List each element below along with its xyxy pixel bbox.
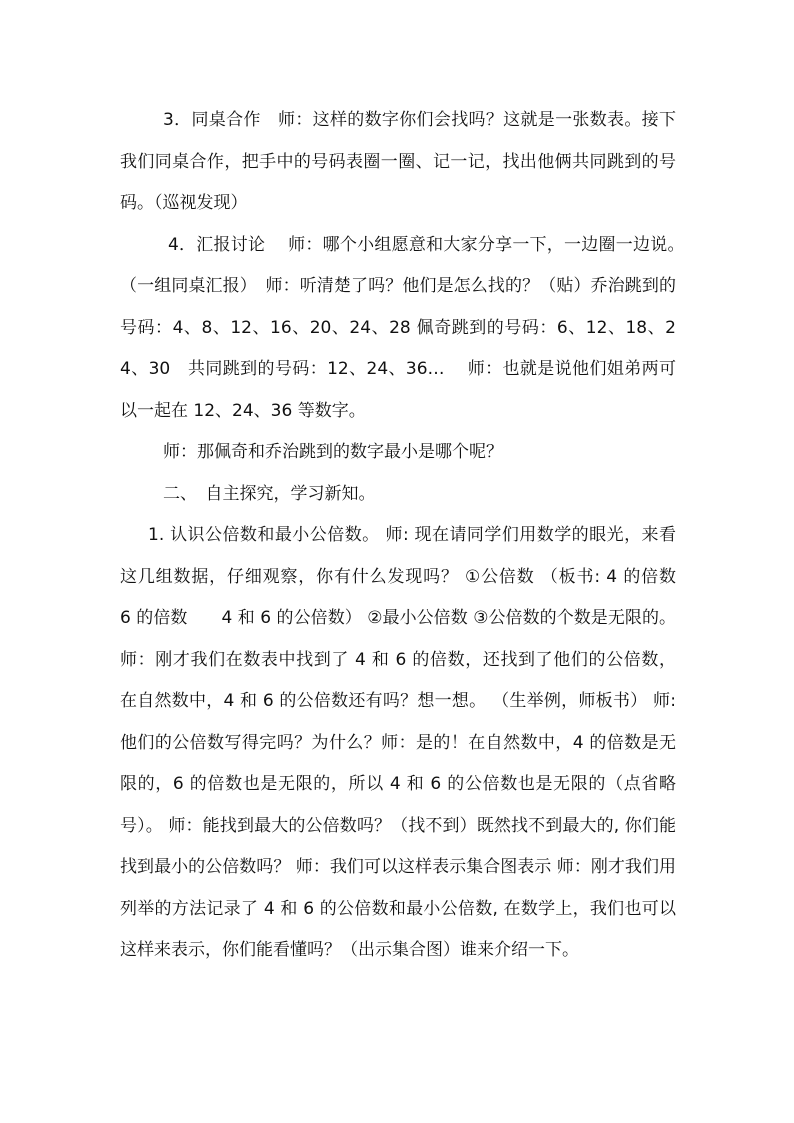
paragraph-teacher-question: 师：那佩奇和乔治跳到的数字最小是哪个呢？ (163, 442, 503, 462)
paragraph-deskmate-cooperation: 3．同桌合作 师：这样的数字你们会找吗？这就是一张数表。接下我们同桌合作，把手中的号码表圈一圈、记一记，找出他俩共同跳到的号码。（巡视发现） (120, 110, 676, 213)
paragraph-report-discussion: 4．汇报讨论 师：哪个小组愿意和大家分享一下，一边圈一边说。 （一组同桌汇报） 师：听清楚了吗？他们是怎么找的？（贴）乔治跳到的号码：4、8、12、16、20、24、28 佩奇跳到的号码：6、12、18、24、30 共同跳到的号码：12、24、36… 师：也就是说他们姐弟两可以一起在 12、24、36 等数字。 (120, 234, 693, 421)
section-heading-explore: 二、 自主探究，学习新知。 (163, 483, 376, 504)
paragraph-common-multiple: 1. 认识公倍数和最小公倍数。 师: 现在请同学们用数学的眼光，来看这几组数据，仔细观察，你有什么发现吗？ ①公倍数 （板书: 4 的倍数 6 的倍数 4 和 6 的公倍数） ②最小公倍数 ③公倍数的个数是无限的。 师：刚才我们在数表中找到了 4 和 6 的倍数，还找到了他们的公倍数， 在自然数中，4 和 6 的公倍数还有吗？想一想。 （生举例，师板书） 师: 他们的公倍数写得完吗？为什么？师：是的！在自然数中，4 的倍数是无限的，6 的倍数也是无限的，所以 4 和 6 的公倍数也是无限的（点省略号）。 师：能找到最大的公倍数吗？（找不到）既然找不到最大的, 你们能找到最小的公倍数吗？ 师：我们可以这样表示集合图表示 师：刚才我们用列举的方法记录了 4 和 6 的公倍数和最小公倍数, 在数学上，我们也可以这样来表示，你们能看懂吗？（出示集合图）谁来介绍一下。 (120, 525, 710, 960)
